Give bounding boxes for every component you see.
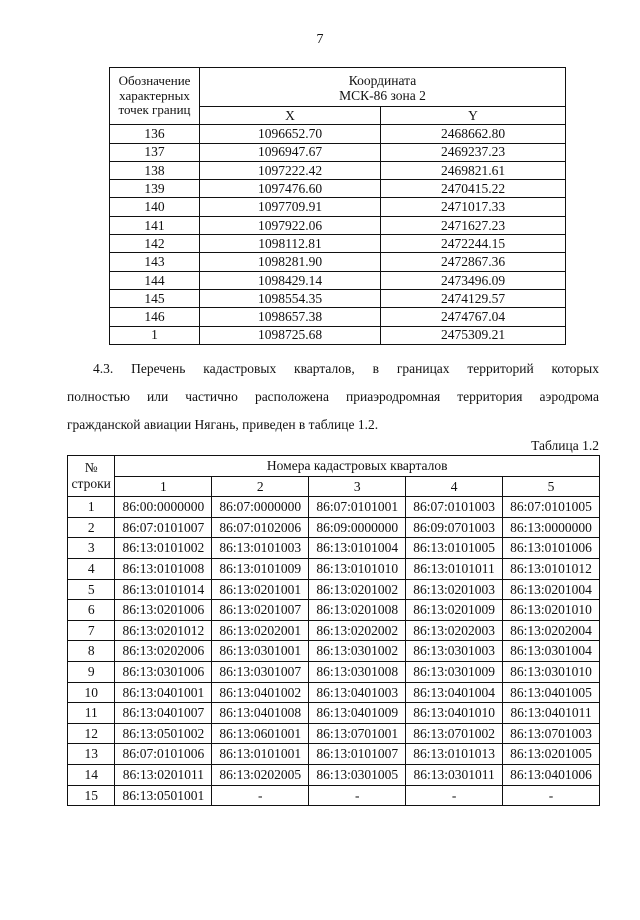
cadastral-number-cell: -	[406, 785, 503, 806]
point-number-cell: 145	[110, 289, 200, 307]
row-number-cell: 14	[68, 764, 115, 785]
cadastral-number-cell: 86:13:0101001	[212, 744, 309, 765]
cadastral-number-cell: 86:09:0701003	[406, 517, 503, 538]
cadastral-number-cell: 86:13:0301003	[406, 641, 503, 662]
cadastral-number-cell: 86:13:0301008	[309, 661, 406, 682]
coordinate-system-header	[200, 68, 566, 107]
cadastral-number-cell: 86:13:0301004	[503, 641, 600, 662]
row-number-cell: 10	[68, 682, 115, 703]
cadastral-number-cell: -	[309, 785, 406, 806]
cadastral-row	[68, 497, 600, 518]
point-number-cell: 144	[110, 271, 200, 289]
row-number-cell: 4	[68, 558, 115, 579]
coordinate-row	[110, 216, 566, 234]
row-number-cell: 5	[68, 579, 115, 600]
coordinate-row	[110, 308, 566, 326]
point-number-cell: 146	[110, 308, 200, 326]
cadastral-number-cell: 86:13:0202001	[212, 620, 309, 641]
cadastral-number-cell: 86:13:0401009	[309, 703, 406, 724]
cadastral-number-cell: 86:13:0401010	[406, 703, 503, 724]
cadastral-number-cell: 86:13:0401008	[212, 703, 309, 724]
cadastral-number-cell: 86:13:0401007	[115, 703, 212, 724]
cadastral-number-cell: 86:13:0101005	[406, 538, 503, 559]
cadastral-number-cell: 86:13:0101007	[309, 744, 406, 765]
row-number-cell: 1	[68, 497, 115, 518]
paragraph-line: полностью или частично расположена приаэродромная территория аэродрома	[67, 389, 599, 404]
cadastral-number-cell: 86:13:0601001	[212, 723, 309, 744]
coordinate-row	[110, 271, 566, 289]
cadastral-number-cell: 86:09:0000000	[309, 517, 406, 538]
cadastral-number-cell: 86:13:0501002	[115, 723, 212, 744]
cadastral-number-cell: 86:13:0101012	[503, 558, 600, 579]
coordinate-row	[110, 289, 566, 307]
cadastral-number-cell: 86:07:0101006	[115, 744, 212, 765]
page-number: 7	[316, 32, 324, 47]
column-header: 3	[309, 476, 406, 497]
cadastral-row	[68, 641, 600, 662]
y-coordinate-cell: 2471627.23	[381, 216, 566, 234]
y-coordinate-cell: 2473496.09	[381, 271, 566, 289]
cadastral-row	[68, 579, 600, 600]
header-line: Координата	[348, 72, 417, 88]
point-number-cell: 1	[110, 326, 200, 344]
cadastral-number-cell: 86:13:0401002	[212, 682, 309, 703]
cadastral-number-cell: 86:13:0201001	[212, 579, 309, 600]
cadastral-number-cell: 86:13:0701002	[406, 723, 503, 744]
cadastral-number-cell: 86:13:0401003	[309, 682, 406, 703]
header-line: точек границ	[118, 102, 191, 118]
point-number-cell: 142	[110, 235, 200, 253]
cadastral-number-cell: 86:13:0202002	[309, 620, 406, 641]
y-coordinate-cell: 2474767.04	[381, 308, 566, 326]
coordinates-table	[109, 67, 566, 345]
cadastral-number-cell: 86:13:0501001	[115, 785, 212, 806]
point-number-cell: 143	[110, 253, 200, 271]
cadastral-number-cell: 86:13:0101009	[212, 558, 309, 579]
cadastral-number-cell: 86:13:0201006	[115, 600, 212, 621]
cadastral-row	[68, 764, 600, 785]
cadastral-number-cell: 86:07:0102006	[212, 517, 309, 538]
point-number-cell: 137	[110, 143, 200, 161]
row-number-cell: 7	[68, 620, 115, 641]
cadastral-blocks-table	[67, 455, 600, 806]
coordinates-header-row	[110, 68, 566, 107]
coordinate-row	[110, 235, 566, 253]
point-number-cell: 140	[110, 198, 200, 216]
column-header: 5	[503, 476, 600, 497]
cadastral-number-cell: 86:13:0301001	[212, 641, 309, 662]
cadastral-number-cell: 86:13:0101004	[309, 538, 406, 559]
x-coordinate-cell: 1097922.06	[200, 216, 381, 234]
cadastral-number-cell: 86:13:0201009	[406, 600, 503, 621]
column-header: 4	[406, 476, 503, 497]
cadastral-number-cell: 86:07:0101001	[309, 497, 406, 518]
x-coordinate-cell: 1098281.90	[200, 253, 381, 271]
point-number-cell: 136	[110, 125, 200, 143]
y-coordinate-cell: 2472867.36	[381, 253, 566, 271]
cadastral-number-cell: 86:13:0701001	[309, 723, 406, 744]
header-line: №	[84, 459, 98, 475]
cadastral-number-cell: 86:13:0201005	[503, 744, 600, 765]
y-coordinate-cell: 2468662.80	[381, 125, 566, 143]
cadastral-number-cell: -	[503, 785, 600, 806]
header-line: МСК-86 зона 2	[339, 88, 426, 103]
header-line: строки	[71, 476, 111, 492]
row-number-cell: 15	[68, 785, 115, 806]
cadastral-number-cell: 86:13:0201003	[406, 579, 503, 600]
cadastral-number-cell: 86:13:0201010	[503, 600, 600, 621]
cadastral-number-cell: 86:13:0101014	[115, 579, 212, 600]
header-line: Обозначение	[118, 73, 191, 89]
cadastral-number-cell: 86:13:0101010	[309, 558, 406, 579]
row-number-cell: 3	[68, 538, 115, 559]
coordinate-row	[110, 180, 566, 198]
cadastral-number-cell: 86:13:0401011	[503, 703, 600, 724]
y-coordinate-cell: 2469237.23	[381, 143, 566, 161]
cadastral-number-cell: 86:13:0202005	[212, 764, 309, 785]
point-designation-header	[110, 68, 200, 125]
cadastral-number-cell: 86:07:0101003	[406, 497, 503, 518]
cadastral-number-cell: 86:13:0202006	[115, 641, 212, 662]
cadastral-number-cell: 86:13:0202003	[406, 620, 503, 641]
cadastral-number-cell: 86:07:0000000	[212, 497, 309, 518]
x-coordinate-cell: 1096947.67	[200, 143, 381, 161]
cadastral-row	[68, 600, 600, 621]
x-coordinate-cell: 1098429.14	[200, 271, 381, 289]
cadastral-row	[68, 661, 600, 682]
cadastral-row	[68, 517, 600, 538]
cadastral-number-cell: 86:00:0000000	[115, 497, 212, 518]
coordinate-row	[110, 326, 566, 344]
x-coordinate-cell: 1098554.35	[200, 289, 381, 307]
cadastral-number-cell: 86:13:0201012	[115, 620, 212, 641]
cadastral-number-cell: 86:07:0101005	[503, 497, 600, 518]
cadastral-numbers-header: Номера кадастровых кварталов	[115, 456, 600, 477]
point-number-cell: 139	[110, 180, 200, 198]
y-coordinate-cell: 2475309.21	[381, 326, 566, 344]
cadastral-number-cell: 86:13:0301006	[115, 661, 212, 682]
cadastral-number-cell: 86:13:0301010	[503, 661, 600, 682]
x-coordinate-cell: 1098725.68	[200, 326, 381, 344]
point-number-cell: 141	[110, 216, 200, 234]
cadastral-row	[68, 785, 600, 806]
coordinate-row	[110, 161, 566, 179]
cadastral-number-cell: 86:13:0401006	[503, 764, 600, 785]
cadastral-number-cell: 86:13:0101006	[503, 538, 600, 559]
cadastral-column-numbers-row	[68, 476, 600, 497]
x-coordinate-cell: 1098112.81	[200, 235, 381, 253]
x-coordinate-cell: 1097222.42	[200, 161, 381, 179]
paragraph-line: гражданской авиации Нягань, приведен в таблице 1.2.	[67, 417, 379, 432]
coordinate-row	[110, 125, 566, 143]
cadastral-number-cell: 86:13:0101013	[406, 744, 503, 765]
coordinate-row	[110, 198, 566, 216]
row-number-cell: 2	[68, 517, 115, 538]
cadastral-number-cell: 86:13:0301002	[309, 641, 406, 662]
cadastral-row	[68, 703, 600, 724]
cadastral-number-cell: 86:13:0301009	[406, 661, 503, 682]
cadastral-number-cell: 86:13:0701003	[503, 723, 600, 744]
x-coordinate-cell: 1098657.38	[200, 308, 381, 326]
table-caption: Таблица 1.2	[531, 438, 599, 453]
cadastral-number-cell: 86:07:0101007	[115, 517, 212, 538]
x-coordinate-cell: 1097709.91	[200, 198, 381, 216]
coordinate-row	[110, 253, 566, 271]
cadastral-number-cell: 86:13:0201011	[115, 764, 212, 785]
cadastral-number-cell: 86:13:0101008	[115, 558, 212, 579]
y-coordinate-cell: 2470415.22	[381, 180, 566, 198]
cadastral-header-row	[68, 456, 600, 477]
y-coordinate-cell: 2471017.33	[381, 198, 566, 216]
header-line: характерных	[119, 87, 190, 103]
x-coordinate-cell: 1097476.60	[200, 180, 381, 198]
row-number-header	[68, 456, 115, 497]
coordinate-row	[110, 143, 566, 161]
column-header: 1	[115, 476, 212, 497]
cadastral-number-cell: 86:13:0000000	[503, 517, 600, 538]
cadastral-row	[68, 744, 600, 765]
cadastral-row	[68, 723, 600, 744]
point-number-cell: 138	[110, 161, 200, 179]
row-number-cell: 9	[68, 661, 115, 682]
cadastral-row	[68, 620, 600, 641]
y-header: Y	[381, 107, 566, 125]
cadastral-number-cell: 86:13:0301011	[406, 764, 503, 785]
row-number-cell: 6	[68, 600, 115, 621]
cadastral-row	[68, 558, 600, 579]
section-4-3-paragraph	[67, 355, 599, 439]
cadastral-number-cell: -	[212, 785, 309, 806]
x-coordinate-cell: 1096652.70	[200, 125, 381, 143]
cadastral-number-cell: 86:13:0401005	[503, 682, 600, 703]
cadastral-number-cell: 86:13:0401004	[406, 682, 503, 703]
row-number-cell: 12	[68, 723, 115, 744]
row-number-cell: 13	[68, 744, 115, 765]
paragraph-line: 4.3. Перечень кадастровых кварталов, в границах территорий которых	[93, 361, 599, 376]
row-number-cell: 8	[68, 641, 115, 662]
y-coordinate-cell: 2469821.61	[381, 161, 566, 179]
y-coordinate-cell: 2474129.57	[381, 289, 566, 307]
y-coordinate-cell: 2472244.15	[381, 235, 566, 253]
cadastral-number-cell: 86:13:0301007	[212, 661, 309, 682]
cadastral-row	[68, 538, 600, 559]
cadastral-number-cell: 86:13:0401001	[115, 682, 212, 703]
cadastral-number-cell: 86:13:0101003	[212, 538, 309, 559]
cadastral-number-cell: 86:13:0101011	[406, 558, 503, 579]
cadastral-row	[68, 682, 600, 703]
cadastral-number-cell: 86:13:0202004	[503, 620, 600, 641]
column-header: 2	[212, 476, 309, 497]
cadastral-number-cell: 86:13:0101002	[115, 538, 212, 559]
cadastral-number-cell: 86:13:0201004	[503, 579, 600, 600]
x-header: X	[200, 107, 381, 125]
cadastral-number-cell: 86:13:0301005	[309, 764, 406, 785]
cadastral-number-cell: 86:13:0201007	[212, 600, 309, 621]
cadastral-number-cell: 86:13:0201002	[309, 579, 406, 600]
row-number-cell: 11	[68, 703, 115, 724]
cadastral-number-cell: 86:13:0201008	[309, 600, 406, 621]
